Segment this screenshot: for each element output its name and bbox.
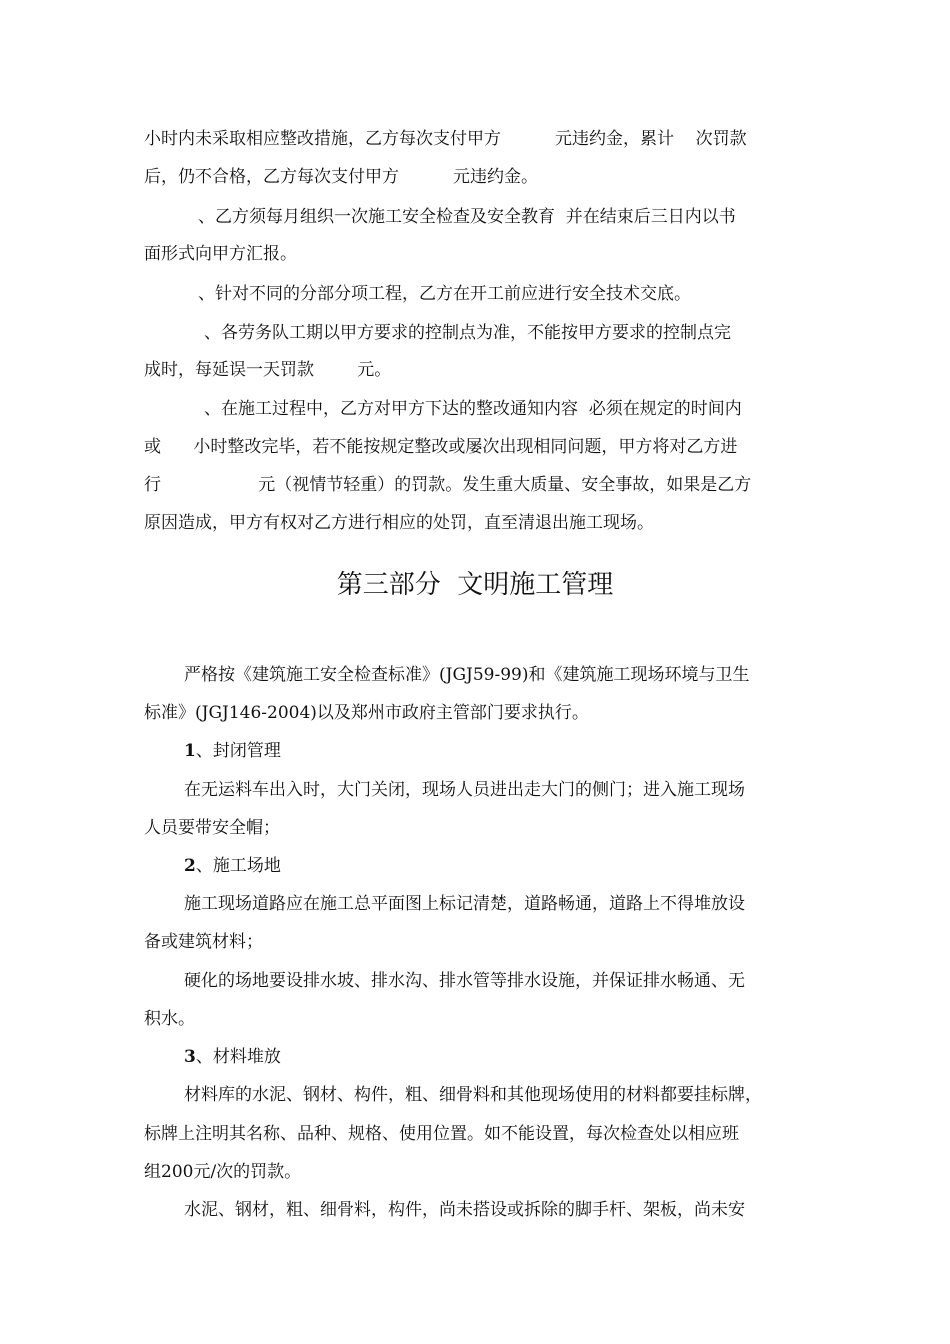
- item-number: 1: [184, 741, 196, 761]
- text-line: 行 元（视情节轻重）的罚款。发生重大质量、安全事故，如果是乙方: [144, 475, 752, 495]
- item-heading-text: 、封闭管理: [195, 741, 281, 761]
- text-line: 标准》(JGJ146-2004)以及郑州市政府主管部门要求执行。: [144, 703, 589, 723]
- item-heading: [184, 1046, 281, 1068]
- text-line: 在无运料车出入时，大门关闭，现场人员进出走大门的侧门；进入施工现场: [184, 780, 745, 800]
- item-heading: [184, 855, 281, 877]
- text-line: 、各劳务队工期以甲方要求的控制点为准，不能按甲方要求的控制点完: [204, 323, 731, 343]
- text-line: 水泥、钢材，粗、细骨料，构件，尚未搭设或拆除的脚手杆、架板，尚未安: [184, 1200, 745, 1220]
- text-line: 标牌上注明其名称、品种、规格、使用位置。如不能设置，每次检查处以相应班: [144, 1124, 739, 1144]
- text-line: 组200元/次的罚款。: [144, 1162, 302, 1182]
- text-line: 积水。: [144, 1009, 195, 1029]
- text-line: 人员要带安全帽；: [144, 818, 280, 838]
- section-title: 第三部分 文明施工管理: [336, 570, 614, 600]
- text-line: 施工现场道路应在施工总平面图上标记清楚，道路畅通，道路上不得堆放设: [184, 894, 745, 914]
- text-line: 、乙方须每月组织一次施工安全检查及安全教育 并在结束后三日内以书: [198, 207, 736, 227]
- text-line: 或 小时整改完毕，若不能按规定整改或屡次出现相同问题，甲方将对乙方进: [144, 437, 738, 457]
- item-number: 2: [184, 856, 196, 876]
- item-number: 3: [184, 1047, 196, 1067]
- item-heading-text: 、材料堆放: [195, 1047, 281, 1067]
- text-line: 成时，每延误一天罚款 元。: [144, 360, 392, 380]
- text-line: 原因造成，甲方有权对乙方进行相应的处罚，直至清退出施工现场。: [144, 513, 654, 533]
- item-heading: [184, 740, 281, 762]
- text-line: 后，仍不合格，乙方每次支付甲方 元违约金。: [144, 167, 539, 187]
- text-line: 、在施工过程中，乙方对甲方下达的整改通知内容 必须在规定的时间内: [204, 399, 742, 419]
- text-line: 、针对不同的分部分项工程，乙方在开工前应进行安全技术交底。: [198, 284, 691, 304]
- text-line: 严格按《建筑施工安全检查标准》(JGJ59-99)和《建筑施工现场环境与卫生: [184, 665, 750, 685]
- text-line: 面形式向甲方汇报。: [144, 244, 297, 264]
- text-line: 硬化的场地要设排水坡、排水沟、排水管等排水设施，并保证排水畅通、无: [184, 971, 745, 991]
- item-heading-text: 、施工场地: [195, 856, 281, 876]
- text-line: 备或建筑材料；: [144, 932, 263, 952]
- text-line: 小时内未采取相应整改措施，乙方每次支付甲方 元违约金，累计 次罚款: [144, 129, 747, 149]
- text-line: 材料库的水泥、钢材、构件，粗、细骨料和其他现场使用的材料都要挂标牌，: [184, 1085, 762, 1105]
